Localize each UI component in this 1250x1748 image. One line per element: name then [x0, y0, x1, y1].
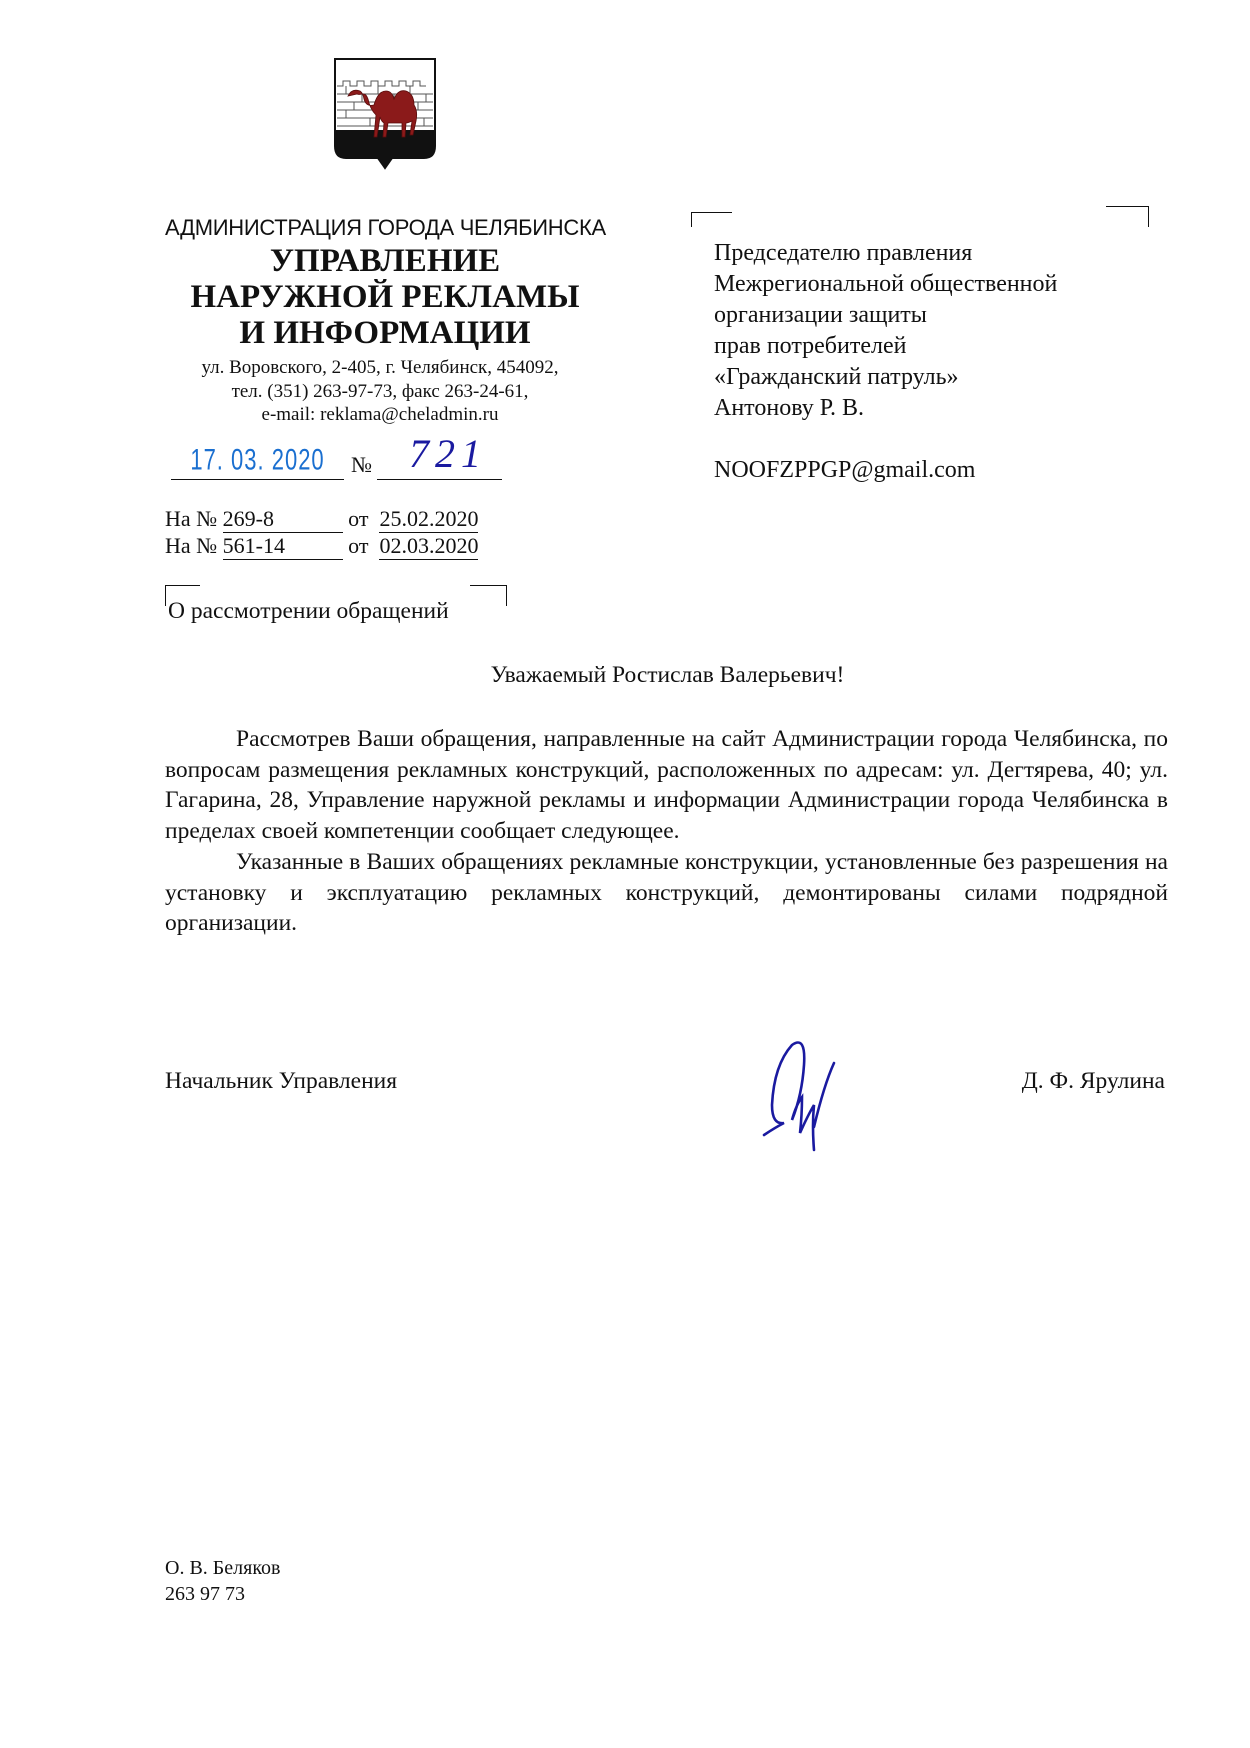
reference-from-label: от [348, 506, 369, 531]
reference-number: 561-14 [223, 533, 343, 560]
handwritten-signature [762, 1035, 842, 1158]
signatory-name: Д. Ф. Ярулина [1021, 1068, 1165, 1094]
letter-body [165, 724, 1168, 939]
executor-name: О. В. Беляков [165, 1557, 281, 1579]
addressee-line: Межрегиональной общественной [714, 271, 1058, 297]
number-sign: № [351, 452, 372, 477]
administration-name: АДМИНИСТРАЦИЯ ГОРОДА ЧЕЛЯБИНСКА [165, 215, 606, 240]
executor-phone: 263 97 73 [165, 1583, 245, 1605]
addressee-email: NOOFZPPGP@gmail.com [714, 457, 976, 483]
department-address [160, 356, 600, 427]
reference-row [165, 533, 478, 560]
reference-number: 269-8 [223, 506, 343, 533]
addressee-line: организации защиты [714, 302, 927, 328]
phone-line: тел. (351) 263-97-73, факс 263-24-61, [231, 380, 529, 402]
subject-corner-right [470, 585, 507, 606]
city-coat-of-arms [334, 58, 436, 175]
body-paragraph: Указанные в Ваших обращениях рекламные конструкции, установленные без разрешения на установку и эксплуатацию рекламных конструкций, демонтированы силами подрядной организации. [165, 848, 1168, 937]
reference-prefix: На № [165, 533, 218, 558]
date-stamp: 17. 03. 2020 [190, 442, 325, 477]
reference-prefix: На № [165, 506, 218, 531]
addressee-line: прав потребителей [714, 333, 907, 359]
addressee-corner-left [691, 212, 732, 227]
greeting: Уважаемый Ростислав Валерьевич! [490, 662, 845, 688]
signatory-position: Начальник Управления [165, 1068, 398, 1094]
addressee-line: «Гражданский патруль» [714, 364, 959, 390]
body-paragraph: Рассмотрев Ваши обращения, направленные на сайт Администрации города Челябинска, по вопросам размещения рекламных конструкций, расположенных по адресам: ул. Дегтярева, 40; ул. Гагарина, 28, Управление наружной рекламы и информации Администрации города Челябинска в пределах своей компетенции сообщает следующее. [165, 726, 1168, 845]
addressee-line: Антонову Р. В. [714, 395, 865, 421]
subject-line: О рассмотрении обращений [168, 598, 449, 624]
addressee-block [714, 238, 1057, 486]
addressee-corner-right [1106, 206, 1149, 227]
department-name-line-1: УПРАВЛЕНИЕ [269, 243, 501, 279]
reference-date: 02.03.2020 [379, 533, 479, 558]
department-name-line-2: НАРУЖНОЙ РЕКЛАМЫ [190, 279, 580, 315]
executor-info [165, 1555, 280, 1607]
department-name-line-3: И ИНФОРМАЦИИ [239, 315, 531, 351]
address-line: ул. Воровского, 2-405, г. Челябинск, 454092, [201, 357, 559, 378]
reference-row [165, 506, 478, 533]
handwritten-number: 721 [409, 431, 487, 476]
registration-date-line [171, 437, 344, 480]
addressee-line: Председателю правления [714, 240, 973, 266]
registration-number-line [377, 430, 502, 480]
reference-date: 25.02.2020 [379, 506, 479, 531]
reference-from-label: от [348, 533, 369, 558]
email-line: e-mail: reklama@cheladmin.ru [261, 404, 499, 425]
